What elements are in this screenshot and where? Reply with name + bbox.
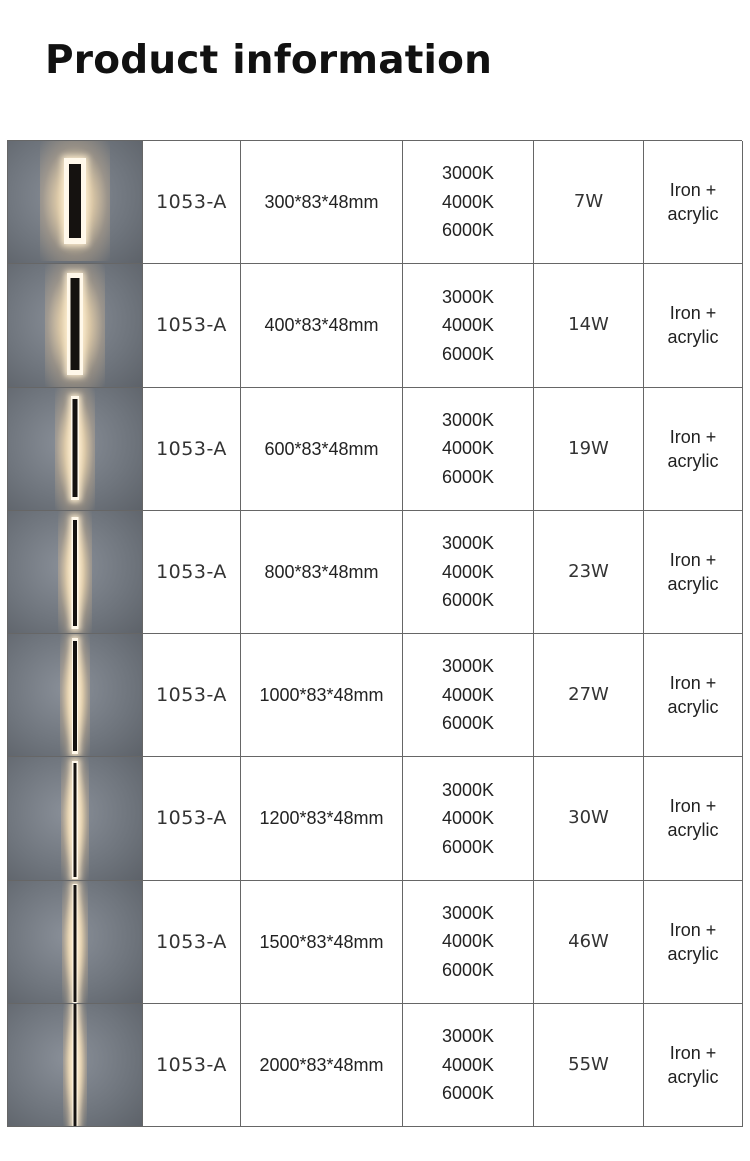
color-temperature-option: 6000K — [441, 1083, 495, 1104]
model-number: 1053-A — [143, 511, 241, 634]
color-temperature-cell — [403, 757, 534, 880]
material-cell — [644, 388, 743, 511]
color-temperature-option: 3000K — [441, 163, 495, 184]
dimensions: 1000*83*48mm — [241, 634, 403, 757]
color-temperature-option: 4000K — [441, 315, 495, 336]
color-temperature-cell — [403, 1004, 534, 1127]
color-temperature-option: 4000K — [441, 191, 495, 212]
model-number: 1053-A — [143, 1004, 241, 1127]
material-cell — [644, 757, 743, 880]
material-line: Iron + — [669, 549, 717, 570]
color-temperature-option: 4000K — [441, 808, 495, 829]
power-wattage: 27W — [534, 634, 644, 757]
lamp-image-cell — [8, 511, 143, 634]
color-temperature-option: 3000K — [441, 656, 495, 677]
material-cell — [644, 264, 743, 387]
dimensions: 400*83*48mm — [241, 264, 403, 387]
color-temperature-cell — [403, 881, 534, 1004]
color-temperature-option: 4000K — [441, 438, 495, 459]
power-wattage: 14W — [534, 264, 644, 387]
color-temperature-option: 3000K — [441, 1026, 495, 1047]
dimensions: 1500*83*48mm — [241, 881, 403, 1004]
color-temperature-option: 6000K — [441, 466, 495, 487]
color-temperature-option: 4000K — [441, 931, 495, 952]
model-number: 1053-A — [143, 388, 241, 511]
color-temperature-option: 3000K — [441, 779, 495, 800]
material-cell — [644, 634, 743, 757]
power-wattage: 7W — [534, 141, 644, 264]
lamp-image-cell — [8, 141, 143, 264]
dimensions: 800*83*48mm — [241, 511, 403, 634]
lamp-image-cell — [8, 634, 143, 757]
material-cell — [644, 511, 743, 634]
color-temperature-option: 4000K — [441, 684, 495, 705]
material-line: acrylic — [667, 1066, 719, 1087]
color-temperature-option: 3000K — [441, 409, 495, 430]
material-line: acrylic — [667, 204, 719, 225]
wall-lamp-icon — [74, 763, 77, 877]
material-line: Iron + — [669, 796, 717, 817]
material-line: Iron + — [669, 673, 717, 694]
model-number: 1053-A — [143, 264, 241, 387]
color-temperature-cell — [403, 634, 534, 757]
page-title: Product information — [45, 38, 493, 83]
material-line: acrylic — [667, 573, 719, 594]
color-temperature-option: 6000K — [441, 590, 495, 611]
material-line: acrylic — [667, 697, 719, 718]
material-line: Iron + — [669, 426, 717, 447]
material-cell — [644, 881, 743, 1004]
model-number: 1053-A — [143, 757, 241, 880]
material-line: acrylic — [667, 450, 719, 471]
color-temperature-option: 4000K — [441, 1054, 495, 1075]
power-wattage: 23W — [534, 511, 644, 634]
color-temperature-cell — [403, 141, 534, 264]
material-line: Iron + — [669, 919, 717, 940]
lamp-image-cell — [8, 881, 143, 1004]
color-temperature-option: 3000K — [441, 533, 495, 554]
wall-lamp-icon — [69, 164, 81, 238]
color-temperature-cell — [403, 388, 534, 511]
model-number: 1053-A — [143, 634, 241, 757]
color-temperature-option: 6000K — [441, 959, 495, 980]
material-line: acrylic — [667, 327, 719, 348]
wall-lamp-icon — [73, 641, 77, 751]
dimensions: 2000*83*48mm — [241, 1004, 403, 1127]
spec-table — [7, 140, 742, 1126]
wall-lamp-icon — [73, 399, 78, 497]
spec-grid — [7, 140, 742, 1127]
material-line: Iron + — [669, 303, 717, 324]
lamp-image-cell — [8, 757, 143, 880]
color-temperature-option: 4000K — [441, 561, 495, 582]
power-wattage: 19W — [534, 388, 644, 511]
material-line: Iron + — [669, 180, 717, 201]
power-wattage: 46W — [534, 881, 644, 1004]
color-temperature-option: 6000K — [441, 343, 495, 364]
wall-lamp-icon — [74, 1004, 77, 1127]
lamp-image-cell — [8, 1004, 143, 1127]
wall-lamp-icon — [74, 885, 77, 1002]
color-temperature-cell — [403, 511, 534, 634]
color-temperature-cell — [403, 264, 534, 387]
power-wattage: 30W — [534, 757, 644, 880]
dimensions: 300*83*48mm — [241, 141, 403, 264]
color-temperature-option: 6000K — [441, 220, 495, 241]
dimensions: 1200*83*48mm — [241, 757, 403, 880]
material-cell — [644, 1004, 743, 1127]
color-temperature-option: 6000K — [441, 836, 495, 857]
material-line: acrylic — [667, 943, 719, 964]
dimensions: 600*83*48mm — [241, 388, 403, 511]
model-number: 1053-A — [143, 881, 241, 1004]
color-temperature-option: 3000K — [441, 286, 495, 307]
lamp-image-cell — [8, 264, 143, 387]
lamp-image-cell — [8, 388, 143, 511]
wall-lamp-icon — [71, 278, 80, 370]
wall-lamp-icon — [73, 520, 77, 626]
material-line: acrylic — [667, 820, 719, 841]
color-temperature-option: 3000K — [441, 902, 495, 923]
model-number: 1053-A — [143, 141, 241, 264]
color-temperature-option: 6000K — [441, 713, 495, 734]
material-line: Iron + — [669, 1042, 717, 1063]
material-cell — [644, 141, 743, 264]
power-wattage: 55W — [534, 1004, 644, 1127]
